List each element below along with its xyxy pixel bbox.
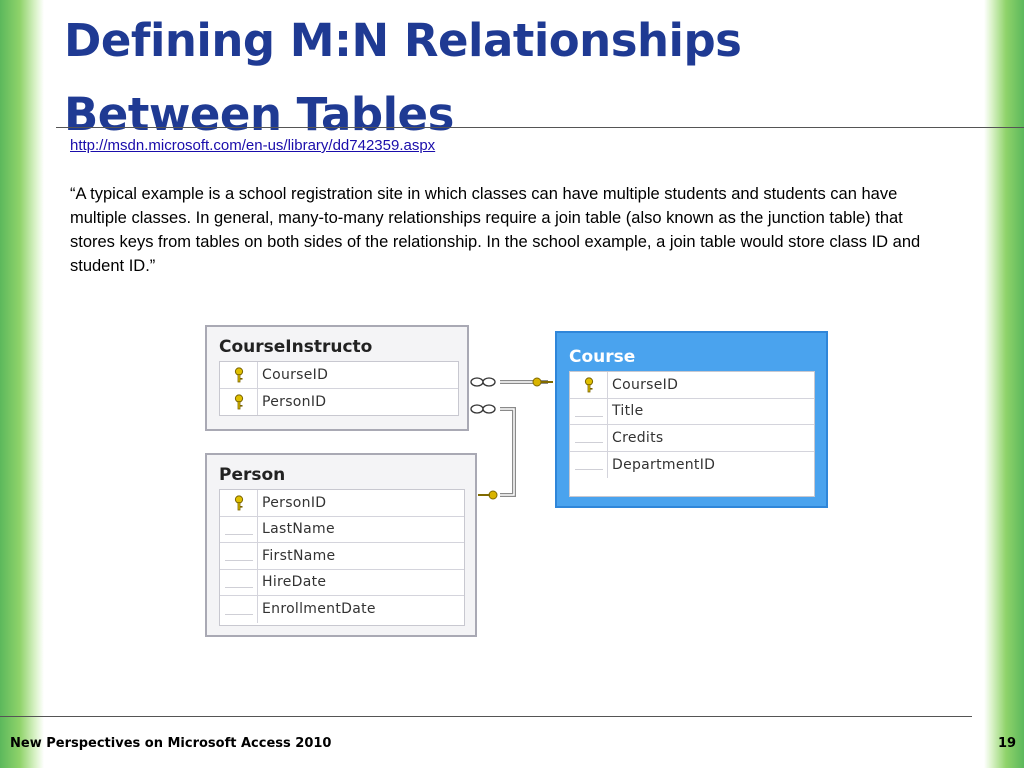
field-name: Credits xyxy=(612,429,664,446)
field-selector xyxy=(570,452,608,479)
table-title: Course xyxy=(569,347,636,367)
field-row[interactable] xyxy=(220,362,458,389)
field-name: CourseID xyxy=(262,366,329,383)
field-selector xyxy=(570,399,608,425)
field-row[interactable] xyxy=(220,389,458,416)
key-end-icon xyxy=(533,378,541,386)
field-selector xyxy=(220,596,258,623)
field-row[interactable] xyxy=(220,570,464,597)
primary-key-icon xyxy=(220,490,258,516)
footer-text: New Perspectives on Microsoft Access 2010 xyxy=(10,736,332,751)
field-name: LastName xyxy=(262,521,335,538)
field-name: Title xyxy=(612,403,644,420)
table-title: Person xyxy=(219,465,286,485)
table-fields xyxy=(219,489,465,626)
field-selector xyxy=(570,425,608,451)
field-row[interactable] xyxy=(570,372,814,399)
table-course-instructor[interactable] xyxy=(205,325,469,431)
field-name: PersonID xyxy=(262,494,327,511)
table-fields xyxy=(219,361,459,416)
field-row[interactable] xyxy=(220,596,464,623)
primary-key-icon xyxy=(220,389,258,416)
field-selector xyxy=(220,570,258,596)
infinity-symbol-icon xyxy=(471,378,483,386)
field-name: HireDate xyxy=(262,574,327,591)
field-name: PersonID xyxy=(262,393,327,410)
table-title: CourseInstructo xyxy=(219,337,373,357)
field-name: DepartmentID xyxy=(612,456,716,473)
field-name: EnrollmentDate xyxy=(262,601,376,618)
field-selector xyxy=(220,517,258,543)
field-selector xyxy=(220,543,258,569)
field-row[interactable] xyxy=(220,543,464,570)
field-row[interactable] xyxy=(570,452,814,479)
field-row[interactable] xyxy=(570,399,814,426)
field-row[interactable] xyxy=(570,425,814,452)
field-name: CourseID xyxy=(612,376,679,393)
title-line-1: Defining M:N Relationships xyxy=(64,14,742,67)
quote-text: “A typical example is a school registration site in which classes can have multiple students and students can have multiple classes. In general, many-to-many relationships require a join table (also known as the junction table) that stores keys from tables on both sides of the relationship. In the school example, a join table would store class ID and student ID.” xyxy=(70,185,921,275)
field-row[interactable] xyxy=(220,490,464,517)
primary-key-icon xyxy=(220,362,258,388)
relationship-personid xyxy=(471,405,514,499)
relationship-courseid xyxy=(471,378,553,386)
primary-key-icon xyxy=(570,372,608,398)
table-person[interactable] xyxy=(205,453,477,637)
key-end-icon xyxy=(489,491,497,499)
field-name: FirstName xyxy=(262,547,336,564)
msdn-link[interactable]: http://msdn.microsoft.com/en-us/library/dd742359.aspx xyxy=(70,137,436,154)
table-fields xyxy=(569,371,815,497)
title-line-2: Between Tables xyxy=(64,88,454,141)
page-number: 19 xyxy=(998,736,1017,751)
field-row[interactable] xyxy=(220,517,464,544)
footer-divider xyxy=(0,716,972,717)
table-course[interactable] xyxy=(555,331,828,508)
